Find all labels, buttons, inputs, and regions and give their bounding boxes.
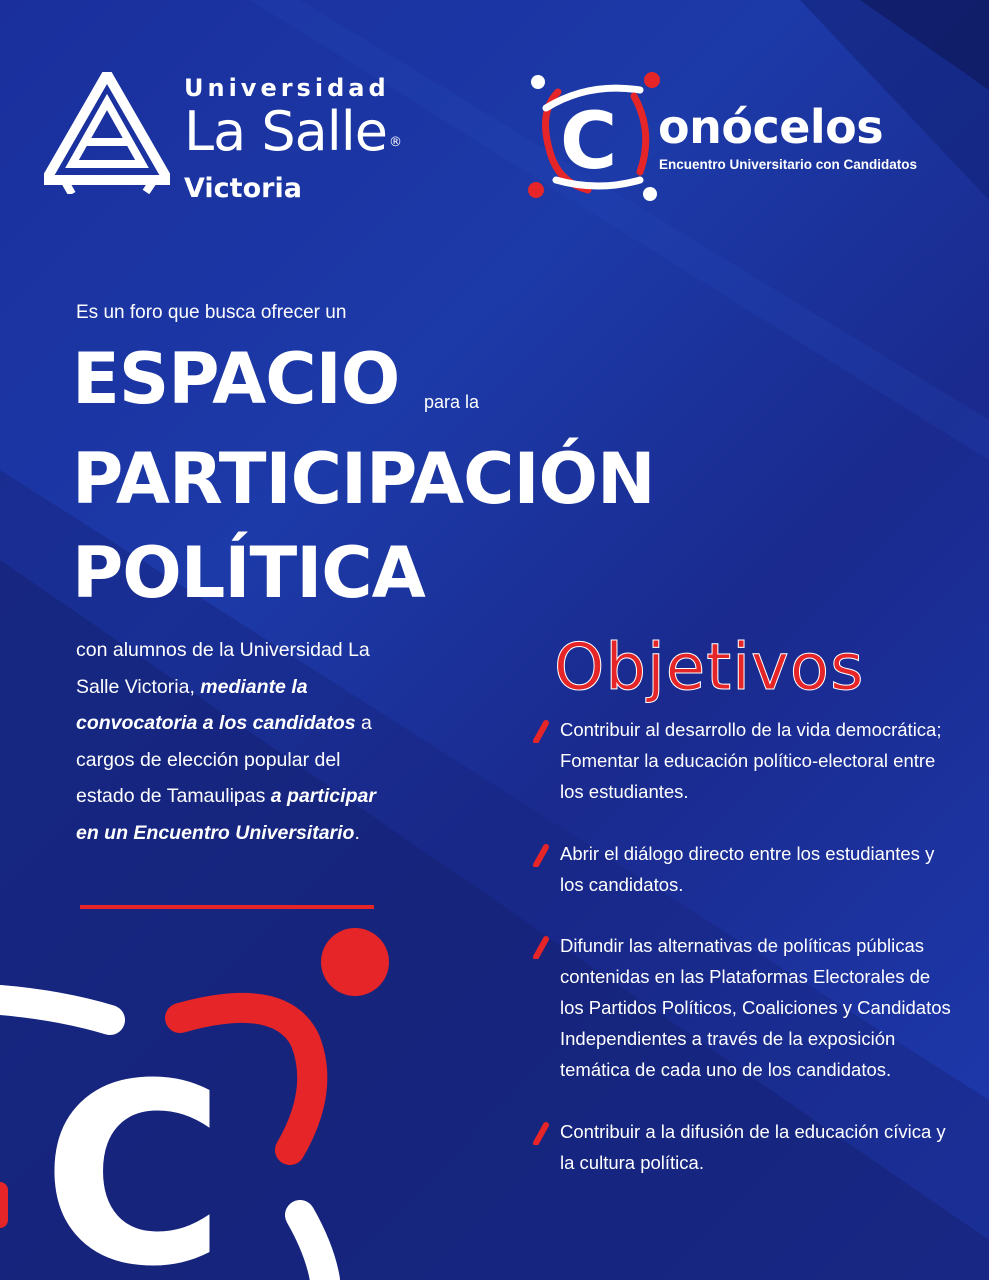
description-paragraph	[76, 632, 396, 851]
red-divider	[80, 905, 374, 909]
lasalle-campus: Victoria	[184, 173, 302, 204]
objetivo-text: Contribuir a la difusión de la educación cívica y la cultura política.	[560, 1121, 946, 1173]
registered-mark: ®	[388, 135, 401, 150]
headline-espacio: ESPACIO	[72, 338, 400, 420]
objetivo-item	[532, 838, 952, 900]
lasalle-triangle-logo-icon	[44, 72, 170, 194]
objetivo-item	[532, 930, 952, 1085]
red-chevron-bullet-icon	[532, 935, 552, 959]
objetivos-title: Objetivos	[554, 631, 865, 705]
objetivo-text: Contribuir al desarrollo de la vida democrática; Fomentar la educación político-electoral entre los estudiantes.	[560, 719, 942, 802]
objetivo-item	[532, 714, 952, 807]
lasalle-name-text: La Salle	[184, 100, 387, 163]
objetivo-item	[532, 1116, 952, 1178]
red-chevron-bullet-icon	[532, 1121, 552, 1145]
description-text-1: con alumnos de la Universidad La Salle Victoria,	[76, 639, 370, 698]
headline-connector: para la	[424, 392, 480, 412]
headline-participacion: PARTICIPACIÓN	[72, 438, 655, 520]
lasalle-logo-text	[184, 74, 401, 205]
conocelos-title: onócelos	[658, 100, 884, 154]
conocelos-letter: C	[560, 97, 618, 187]
lasalle-universidad: Universidad	[184, 74, 390, 102]
lasalle-name	[184, 102, 401, 173]
description-text-2: a cargos de elección popular del estado de Tamaulipas	[76, 712, 372, 807]
red-chevron-bullet-icon	[532, 843, 552, 867]
decor-big-c: C	[42, 1030, 226, 1280]
objetivo-text: Abrir el diálogo directo entre los estudiantes y los candidatos.	[560, 843, 935, 895]
objetivos-list	[532, 714, 952, 1178]
description-emphasis-1: mediante la convocatoria a los candidatos	[76, 675, 356, 734]
red-chevron-bullet-icon	[532, 719, 552, 743]
conocelos-subtitle: Encuentro Universitario con Candidatos	[659, 157, 918, 172]
description-text-3: .	[354, 821, 360, 844]
headline-politica: POLÍTICA	[72, 532, 425, 614]
description-emphasis-2: a participar en un Encuentro Universitario	[76, 785, 376, 844]
conocelos-orbit-logo-icon	[528, 72, 664, 204]
intro-text: Es un foro que busca ofrecer un	[76, 302, 347, 323]
objetivo-text: Difundir las alternativas de políticas públicas contenidas en las Plataformas Electorales de los Partidos Políticos, Coaliciones y Candidatos Independientes a través de la exposición temática de cada uno de los candidatos.	[560, 935, 951, 1080]
